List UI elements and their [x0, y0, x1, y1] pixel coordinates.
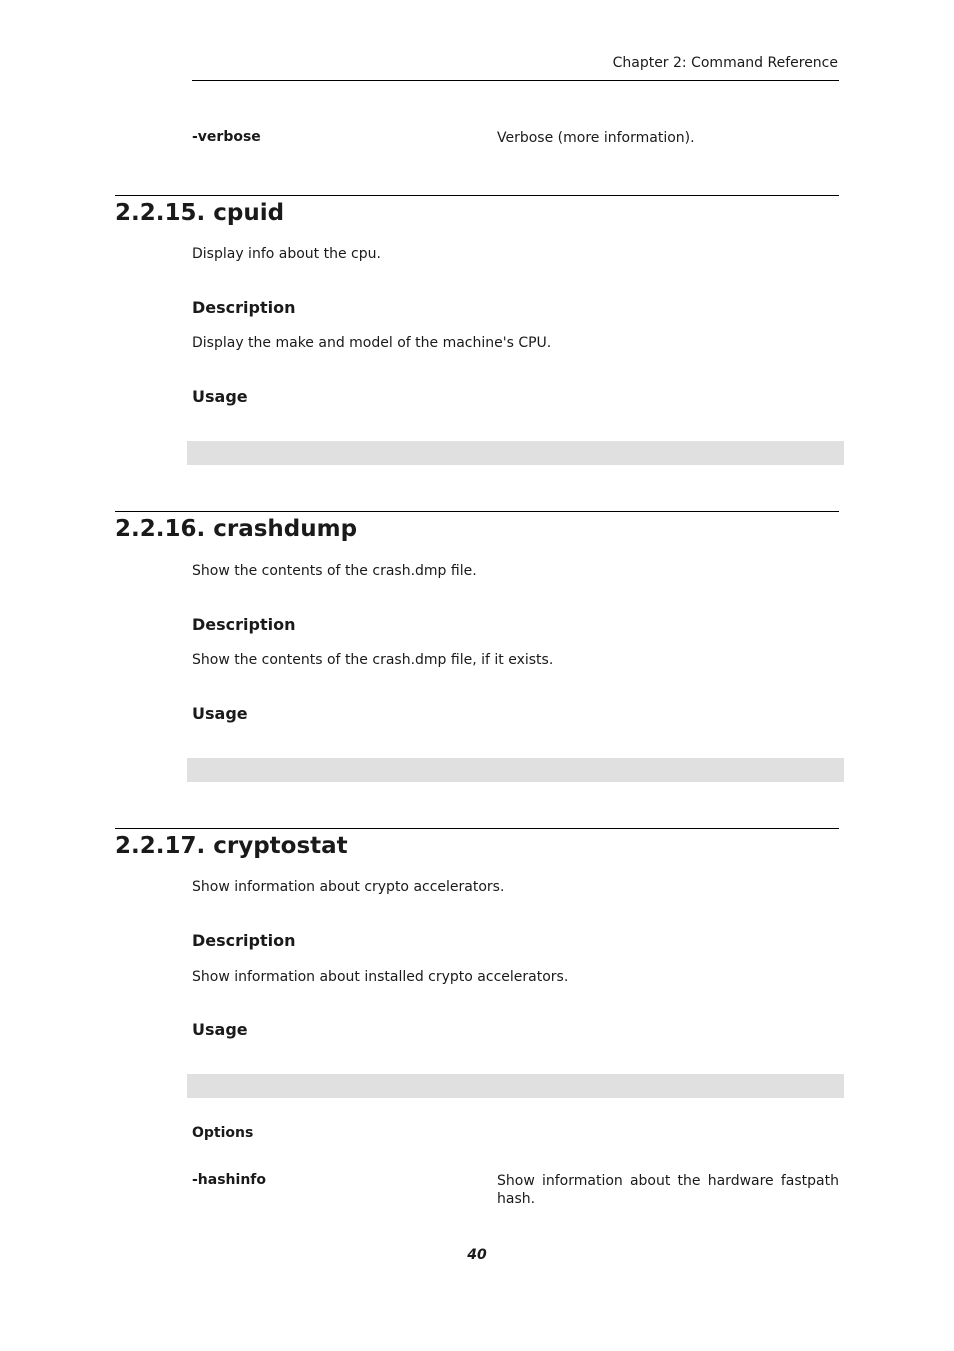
options-heading: Options: [192, 1125, 254, 1141]
header-rule: [192, 80, 839, 81]
section-title-cpuid: 2.2.15. cpuid: [115, 200, 285, 226]
page-number: 40: [467, 1247, 487, 1263]
usage-code-block: [187, 758, 844, 782]
option-description-verbose: Verbose (more information).: [497, 130, 695, 146]
usage-heading: Usage: [192, 1020, 248, 1039]
description-text: Display the make and model of the machine's CPU.: [192, 335, 552, 351]
usage-code-block: [187, 1074, 844, 1098]
usage-heading: Usage: [192, 704, 248, 723]
running-header: Chapter 2: Command Reference: [612, 55, 838, 71]
description-text: Show information about installed crypto accelerators.: [192, 969, 569, 985]
section-rule: [115, 511, 839, 512]
section-title-cryptostat: 2.2.17. cryptostat: [115, 833, 348, 859]
section-summary: Show the contents of the crash.dmp file.: [192, 563, 477, 579]
option-description-hashinfo: Show information about the hardware fastpath hash.: [497, 1173, 839, 1207]
section-title-crashdump: 2.2.16. crashdump: [115, 516, 358, 542]
usage-heading: Usage: [192, 387, 248, 406]
option-name-hashinfo: -hashinfo: [192, 1172, 266, 1188]
description-text: Show the contents of the crash.dmp file, if it exists.: [192, 652, 554, 668]
section-rule: [115, 195, 839, 196]
usage-code-block: [187, 441, 844, 465]
section-summary: Show information about crypto accelerators.: [192, 879, 505, 895]
section-summary: Display info about the cpu.: [192, 246, 381, 262]
option-name-verbose: -verbose: [192, 129, 261, 145]
description-heading: Description: [192, 615, 296, 634]
section-rule: [115, 828, 839, 829]
description-heading: Description: [192, 931, 296, 950]
description-heading: Description: [192, 298, 296, 317]
